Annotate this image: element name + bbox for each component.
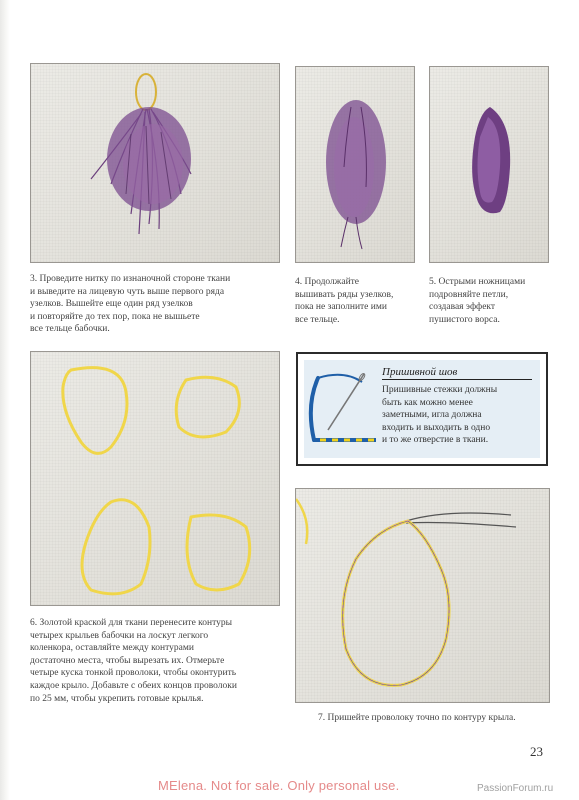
info-box-text: Пришивные стежки должны быть как можно менее заметными, игла должна входить и выходить в одно и то же отверстие в ткани. bbox=[382, 385, 498, 445]
page-spine-shadow bbox=[0, 0, 10, 800]
info-box-blind-stitch bbox=[296, 352, 548, 466]
caption-step7: 7. Пришейте проволоку точно по контуру крыла. bbox=[318, 713, 516, 723]
footer-watermark: MElena. Not for sale. Only personal use. bbox=[158, 778, 400, 793]
photo-step5-trimmed-body bbox=[429, 66, 549, 263]
caption-step6: 6. Золотой краской для ткани перенесите контуры четырех крыльев бабочки на лоскут легкого коленкора, оставляйте между контурами достаточно места, чтобы вырезать их. Отмерьте четыре куска тонкой проволоки, чтобы оконтурить каждое крыло. Добавьте с обеих концов проволоки по 25 мм, чтобы укрепить готовые крылья. bbox=[30, 618, 237, 704]
photo-step4-filled-body bbox=[295, 66, 415, 263]
photo-step3-knot-rows bbox=[30, 63, 280, 263]
footer-site: PassionForum.ru bbox=[477, 783, 554, 794]
caption-step4: 4. Продолжайте вышивать ряды узелков, пока не заполните ими все тельце. bbox=[295, 277, 394, 325]
caption-step3: 3. Проведите нитку по изнаночной стороне ткани и выведите на лицевую чуть выше первого ряда узелков. Вышейте еще один ряд узелков и повторяйте до тех пор, пока не вышьете все тельце бабочки. bbox=[30, 274, 231, 335]
info-box-title: Пришивной шов bbox=[382, 366, 532, 380]
stitch-diagram-icon bbox=[304, 360, 380, 460]
photo-step7-wire-sewn bbox=[295, 488, 550, 703]
page-number: 23 bbox=[530, 744, 543, 759]
caption-step5: 5. Острыми ножницами подровняйте петли, создавая эффект пушистого ворса. bbox=[429, 277, 526, 325]
photo-step6-wing-outlines bbox=[30, 351, 280, 606]
info-box-panel bbox=[304, 360, 540, 458]
